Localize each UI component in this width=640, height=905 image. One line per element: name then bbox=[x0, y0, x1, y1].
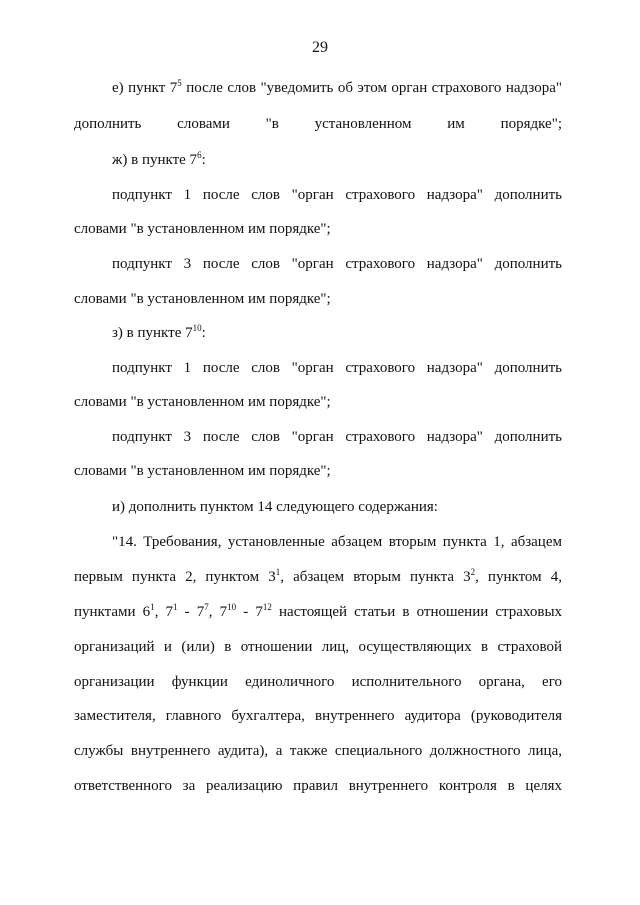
text-run: , 7 bbox=[154, 604, 174, 620]
text-run: , 7 bbox=[208, 604, 228, 620]
superscript: 10 bbox=[192, 323, 202, 333]
text-line bbox=[112, 150, 562, 170]
text-line bbox=[74, 114, 562, 134]
text-line bbox=[112, 427, 562, 447]
text-run: подпункт 1 после слов "орган страхового надзора" дополнить bbox=[112, 360, 562, 376]
text-line bbox=[112, 358, 562, 378]
text-line bbox=[74, 461, 562, 481]
superscript: 1 bbox=[173, 602, 178, 612]
text-line bbox=[74, 706, 562, 726]
superscript: 6 bbox=[197, 150, 202, 160]
text-line bbox=[112, 254, 562, 274]
text-line bbox=[74, 219, 562, 239]
text-line bbox=[74, 289, 562, 309]
superscript: 10 bbox=[227, 602, 237, 612]
text-run: - 7 bbox=[236, 604, 263, 620]
text-run: , пунктом 4, bbox=[475, 569, 562, 585]
text-line bbox=[112, 497, 562, 517]
text-run: з) в пункте 7 bbox=[112, 325, 193, 341]
text-run: : bbox=[201, 152, 206, 168]
text-line bbox=[112, 532, 562, 552]
text-run: - 7 bbox=[177, 604, 205, 620]
text-run: настоящей статьи в отношении страховых bbox=[271, 604, 563, 620]
text-run: словами "в установленном им порядке"; bbox=[74, 291, 331, 307]
text-run: е) пункт 7 bbox=[112, 80, 178, 96]
text-run: подпункт 3 после слов "орган страхового надзора" дополнить bbox=[112, 429, 562, 445]
superscript: 2 bbox=[470, 567, 476, 577]
text-run: словами "в установленном им порядке"; bbox=[74, 463, 331, 479]
text-line bbox=[74, 776, 562, 796]
text-run: пунктами 6 bbox=[74, 604, 151, 620]
text-line bbox=[74, 392, 562, 412]
text-run: словами "в установленном им порядке"; bbox=[74, 221, 331, 237]
page-number: 29 bbox=[312, 39, 328, 56]
text-line bbox=[112, 78, 562, 98]
text-run: словами "в установленном им порядке"; bbox=[74, 394, 331, 410]
text-run: подпункт 3 после слов "орган страхового надзора" дополнить bbox=[112, 256, 562, 272]
superscript: 1 bbox=[150, 602, 155, 612]
text-line bbox=[74, 602, 562, 622]
text-line bbox=[112, 323, 562, 343]
text-run: : bbox=[201, 325, 206, 341]
text-run: дополнить словами "в установленном им порядке"; bbox=[74, 116, 562, 132]
superscript: 12 bbox=[262, 602, 272, 612]
text-line bbox=[74, 567, 562, 587]
superscript: 7 bbox=[204, 602, 209, 612]
text-run: организаций и (или) в отношении лиц, осуществляющих в страховой bbox=[74, 639, 562, 655]
text-run: подпункт 1 после слов "орган страхового надзора" дополнить bbox=[112, 187, 562, 203]
text-run: ответственного за реализацию правил внутреннего контроля в целях bbox=[74, 778, 562, 794]
text-run: службы внутреннего аудита), а также специального должностного лица, bbox=[74, 743, 562, 759]
text-line bbox=[74, 637, 562, 657]
text-run: первым пункта 2, пунктом 3 bbox=[74, 569, 276, 585]
text-run: ж) в пункте 7 bbox=[112, 152, 198, 168]
text-line bbox=[74, 672, 562, 692]
text-line bbox=[112, 185, 562, 205]
text-run: "14. Требования, установленные абзацем вторым пункта 1, абзацем bbox=[112, 534, 562, 550]
text-run: после слов "уведомить об этом орган страхового надзора" bbox=[181, 80, 562, 96]
text-line bbox=[74, 741, 562, 761]
text-run: и) дополнить пунктом 14 следующего содержания: bbox=[112, 499, 438, 515]
text-run: организации функции единоличного исполнительного органа, его bbox=[74, 674, 562, 690]
text-run: , абзацем вторым пункта 3 bbox=[280, 569, 471, 585]
superscript: 5 bbox=[177, 78, 182, 88]
superscript: 1 bbox=[275, 567, 281, 577]
text-run: заместителя, главного бухгалтера, внутреннего аудитора (руководителя bbox=[74, 708, 562, 724]
